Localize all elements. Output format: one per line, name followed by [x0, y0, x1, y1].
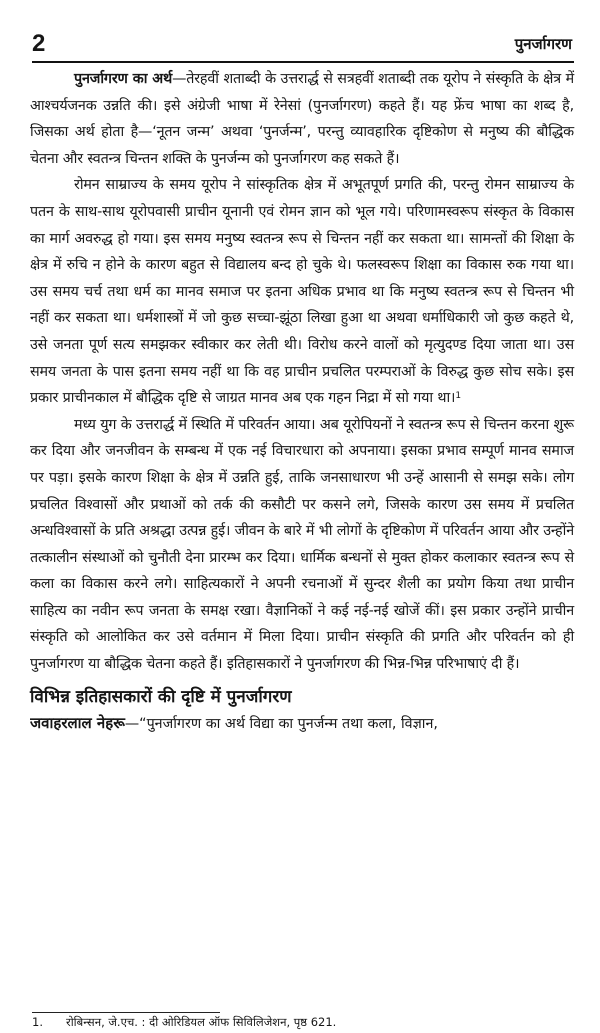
header-rule [32, 61, 574, 63]
running-title: पुनर्जागरण [514, 35, 572, 53]
footnote [32, 1014, 574, 1031]
quote-author: जवाहरलाल नेहरू [30, 713, 125, 732]
page-header [32, 30, 572, 60]
footnote-number: 1. [32, 1015, 43, 1029]
paragraph-text: —तेरहवीं शताब्दी के उत्तरार्द्ध से सत्रहवीं शताब्दी तक यूरोप ने संस्कृति के क्षेत्र में आश्चर्यजनक उन्नति की। इसे अंग्रेजी भाषा में रेनेसां (पुनर्जागरण) कहते हैं। यह फ्रेंच भाषा का शब्द है, जिसका अर्थ होता है—‘नूतन जन्म’ अथवा ‘पुनर्जन्म’, परन्तु व्यावहारिक दृष्टिकोण से मनुष्य की बौद्धिक चेतना और स्वतन्त्र चिन्तन शक्ति के पुनर्जन्म को पुनर्जागरण कह सकते हैं। [30, 71, 574, 167]
paragraph-roman-empire [30, 172, 574, 411]
paragraph-text: मध्य युग के उत्तरार्द्ध में स्थिति में परिवर्तन आया। अब यूरोपियनों ने स्वतन्त्र रूप से चिन्तन करना शुरू कर दिया और जनजीवन के सम्बन्ध में एक नई विचारधारा को अपनाया। इसका प्रभाव सम्पूर्ण मानव समाज पर पड़ा। इसके कारण शिक्षा के क्षेत्र में उन्नति हुई, ताकि जनसाधारण भी उन्हें आसानी से समझ सके। लोग प्रचलित विश्वासों और प्रथाओं को तर्क की कसौटी पर कसने लगे, जिसके कारण उस समय में प्रचलित अन्धविश्वासों के प्रति अश्रद्धा उत्पन्न हुई। जीवन के बारे में भी लोगों के दृष्टिकोण में परिवर्तन आया और उन्होंने तत्कालीन संस्थाओं को चुनौती देना प्रारम्भ कर दिया। धार्मिक बन्धनों से मुक्त होकर कलाकार स्वतन्त्र रूप से कला का विकास करने लगे। साहित्यकारों ने अपनी रचनाओं में सुन्दर शैली का प्रयोग किया तथा प्राचीन साहित्य का नवीन रूप जनता के समक्ष रखा। वैज्ञानिकों ने कई नई-नई खोजें कीं। इस प्रकार उन्होंने प्राचीन संस्कृति को आलोकित कर उसे वर्तमान में मिला दिया। प्राचीन संस्कृति की प्रगति और परिवर्तन को ही पुनर्जागरण या बौद्धिक चेतना कहते हैं। इतिहासकारों ने पुनर्जागरण की भिन्न-भिन्न परिभाषाएं दी हैं। [30, 416, 574, 673]
footnote-text: रोबिन्सन, जे.एच. : दी ओरिडियल ऑफ सिविलिजेशन, पृष्ठ 621. [66, 1015, 337, 1029]
quote-text: —“पुनर्जागरण का अर्थ विद्या का पुनर्जन्म तथा कला, विज्ञान, [124, 715, 438, 732]
nehru-quote [30, 710, 574, 737]
footnote-rule [32, 1012, 220, 1013]
paragraph-meaning [30, 66, 574, 172]
paragraph-text: रोमन साम्राज्य के समय यूरोप ने सांस्कृतिक क्षेत्र में अभूतपूर्ण प्रगति की, परन्तु रोमन साम्राज्य के पतन के साथ-साथ यूरोपवासी प्राचीन यूनानी एवं रोमन ज्ञान को भूल गये। परिणामस्वरूप संस्कृत के विकास का मार्ग अवरुद्ध हो गया। इस समय मनुष्य स्वतन्त्र रूप से चिन्तन नहीं कर सकता था। सामन्तों की शिक्षा के क्षेत्र में रुचि न होने के कारण बहुत से विद्यालय बन्द हो चुके थे। फलस्वरूप शिक्षा का विकास रुक गया था। उस समय चर्च तथा धर्म का मानव समाज पर इतना अधिक प्रभाव था कि मनुष्य स्वतन्त्र रूप से चिन्तन भी नहीं कर सकता था। धर्मशास्त्रों में जो कुछ सच्चा-झूंठा लिखा हुआ था अथवा धर्माधिकारी जो कुछ कहते थे, उसे जनता पूर्ण सत्य समझकर स्वीकार कर लेती थी। विरोध करने वालों को मृत्युदण्ड दिया जाता था। उस समय जनता के पास इतना समय नहीं था कि वह प्राचीन प्रचलित परम्पराओं के विरुद्ध कुछ सोच सके। इस प्रकार प्राचीनकाल में बौद्धिक दृष्टि से जाग्रत मानव अब एक गहन निद्रा में सो गया था। [30, 177, 574, 407]
page-number: 2 [32, 30, 46, 57]
section-heading: विभिन्न इतिहासकारों की दृष्टि में पुनर्जागरण [30, 686, 292, 707]
lead-term: पुनर्जागरण का अर्थ [74, 71, 173, 87]
footnote-marker[interactable]: 1 [455, 391, 461, 402]
page-body [30, 66, 574, 737]
paragraph-middle-ages [30, 412, 574, 678]
